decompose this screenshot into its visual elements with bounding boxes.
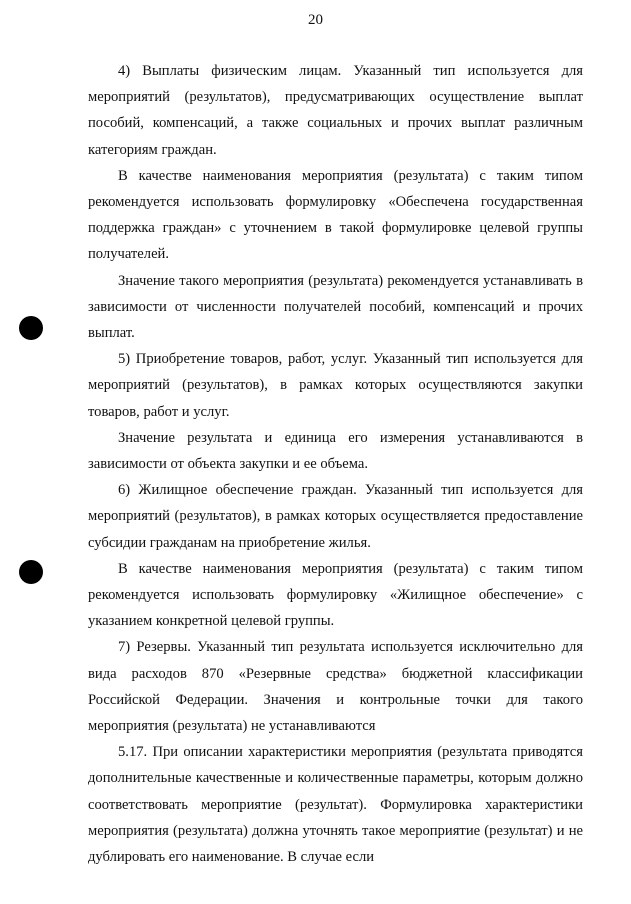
punch-hole-bottom xyxy=(19,560,43,584)
paragraph-5-17: 5.17. При описании характеристики мероприятия (результата приводятся дополнительные качественные и количественные параметры, которым должно соответствовать мероприятие (результат). Формулировка характеристики мероприятия (результата) должна уточнять такое мероприятие (результат) и не дублировать его наименование. В случае если xyxy=(88,744,583,866)
paragraph-goods-works-services: 5) Приобретение товаров, работ, услуг. Указанный тип используется для мероприятий (результатов), в рамках которых осуществляются закупки товаров, работ и услуг. xyxy=(88,351,583,420)
document-body xyxy=(88,58,583,870)
paragraph-housing-provision: 6) Жилищное обеспечение граждан. Указанный тип используется для мероприятий (результатов), в рамках которых осуществляется предоставление субсидии гражданам на приобретение жилья. xyxy=(88,482,583,551)
paragraph-value-setting: Значение такого мероприятия (результата) рекомендуется устанавливать в зависимости от численности получателей пособий, компенсаций и прочих выплат. xyxy=(88,272,583,342)
page-number: 20 xyxy=(308,12,323,28)
paragraph-reserves: 7) Резервы. Указанный тип результата используется исключительно для вида расходов 870 «Резервные средства» бюджетной классификации Российской Федерации. Значения и контрольные точки для такого мероприятия (результата) не устанавливаются xyxy=(88,639,583,735)
punch-hole-top xyxy=(19,316,43,340)
paragraph-naming-recommendation: В качестве наименования мероприятия (результата) с таким типом рекомендуется использовать формулировку «Обеспечена государственная поддержка граждан» с уточнением в такой формулировке целевой группы получателей. xyxy=(88,167,583,263)
paragraph-housing-naming: В качестве наименования мероприятия (результата) с таким типом рекомендуется использовать формулировку «Жилищное обеспечение» с указанием конкретной целевой группы. xyxy=(88,560,583,630)
paragraph-result-value-unit: Значение результата и единица его измерения устанавливаются в зависимости от объекта закупки и ее объема. xyxy=(88,429,583,473)
paragraph-physical-persons-payments: 4) Выплаты физическим лицам. Указанный тип используется для мероприятий (результатов), предусматривающих осуществление выплат пособий, компенсаций, а также социальных и прочих выплат различным категориям граждан. xyxy=(88,63,583,158)
